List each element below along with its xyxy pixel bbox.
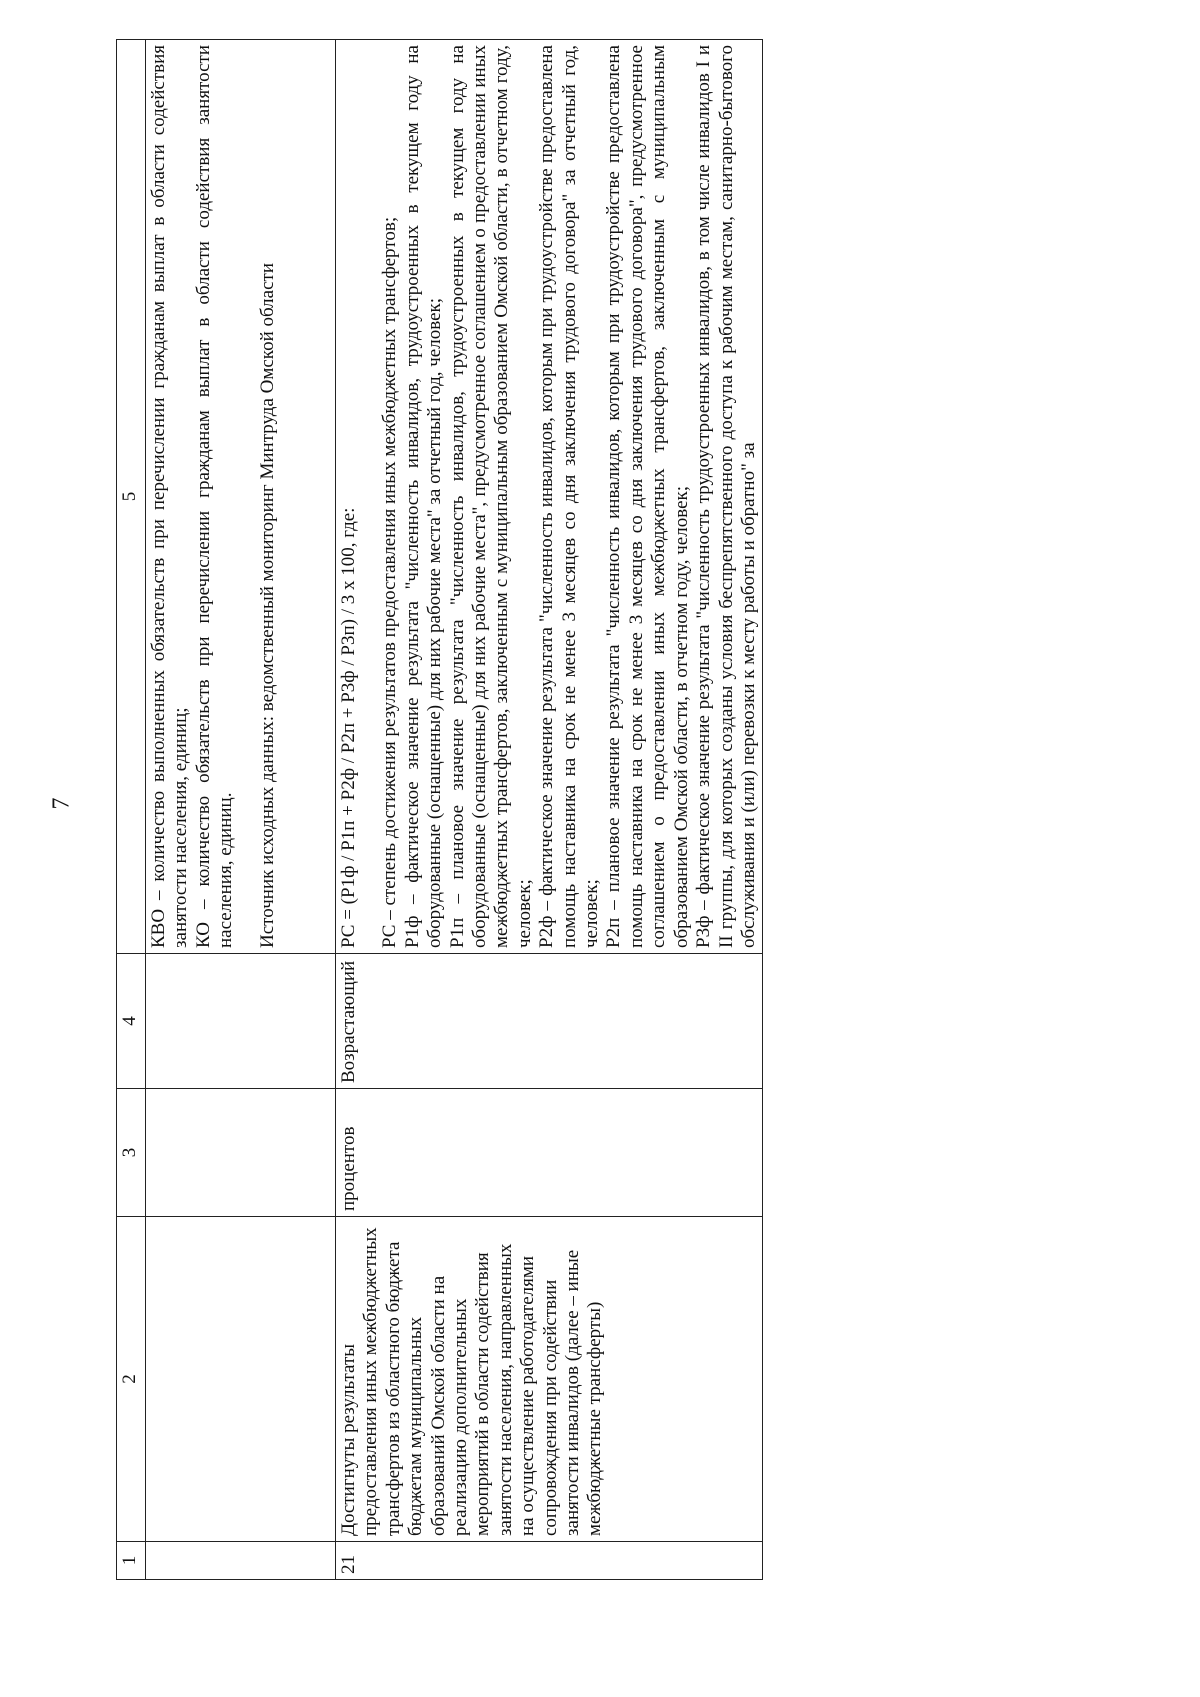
table-row: [336, 40, 763, 1580]
page-number: 7: [48, 797, 75, 810]
kvo-definition: КВО – количество выполненных обязательств при перечислении гражданам выплат в области содействия занятости населения, единиц;: [148, 45, 192, 948]
rotated-table-container: [116, 40, 1076, 1580]
r3f-definition: Р3ф – фактическое значение результата "численность трудоустроенных инвалидов, в том числе инвалидов I и II группы, для которых созданы условия беспрепятственного доступа к рабочим местам, санитарно-бытового обслуживания и (или) перевозки к месту работы и обратно" за: [693, 45, 759, 948]
row-21-method: [336, 40, 763, 954]
formula: РС = (Р1ф / Р1п + Р2ф / Р2п + Р3ф / Р3п) / 3 х 100, где:: [338, 507, 359, 948]
row-21-name: Достигнуты результаты предоставления иных межбюджетных трансфертов из областного бюджета бюджетам муниципальных образований Омской области на реализацию дополнительных мероприятий в области содействия занятости населения, направленных на осуществление работодателями сопровождения при содействии занятости инвалидов (далее – иные межбюджетные трансферты): [336, 1217, 763, 1542]
header-col-3: 3: [117, 1089, 146, 1217]
table-header-row: [117, 40, 146, 1580]
r1f-definition: Р1ф – фактическое значение результата "численность инвалидов, трудоустроенных в текущем году на оборудованные (оснащенные) для них рабочие места" за отчетный год, человек;: [401, 45, 446, 948]
r2p-definition: Р2п – плановое значение результата "численность инвалидов, которым при трудоустройстве предоставлена помощь наставника на срок не менее 3 месяцев со дня заключения трудового договора", предусмотренное соглашением о предоставлении иных межбюджетных трансфертов, заключенным с муниципальным образованием Омской области, в отчетном году, человек;: [603, 45, 692, 948]
prev-row-name: [146, 1217, 336, 1542]
rs-definition: РС – степень достижения результатов предоставления иных межбюджетных трансфертов;: [379, 216, 401, 948]
prev-row-type: [146, 954, 336, 1089]
prev-row-method: [146, 40, 336, 954]
header-col-4: 4: [117, 954, 146, 1089]
ko-definition: КО – количество обязательств при перечислении гражданам выплат в области содействия занятости населения, единиц.: [192, 45, 237, 948]
indicator-table: [116, 39, 763, 1580]
data-source: Источник исходных данных: ведомственный мониторинг Минтруда Омской области: [256, 262, 278, 948]
prev-row-number: [146, 1542, 336, 1580]
r2f-definition: Р2ф – фактическое значение результата "численность инвалидов, которым при трудоустройстве предоставлена помощь наставника на срок не менее 3 месяцев со дня заключения трудового договора" за отчетный год, человек;: [536, 45, 603, 948]
table-row: [146, 40, 336, 1580]
header-col-2: 2: [117, 1217, 146, 1542]
header-col-5: 5: [117, 40, 146, 954]
row-21-unit: процентов: [336, 1089, 763, 1217]
r1p-definition: Р1п – плановое значение результата "численность инвалидов, трудоустроенных в текущем году на оборудованные (оснащенные) для них рабочие места", предусмотренное соглашением о предоставлении иных межбюджетных трансфертов, заключенным с муниципальным образованием Омской области, в отчетном году, человек;: [446, 45, 535, 948]
prev-row-unit: [146, 1089, 336, 1217]
row-21-type: Возрастающий: [336, 954, 763, 1089]
header-col-1: 1: [117, 1542, 146, 1580]
row-21-number: 21: [336, 1542, 763, 1580]
